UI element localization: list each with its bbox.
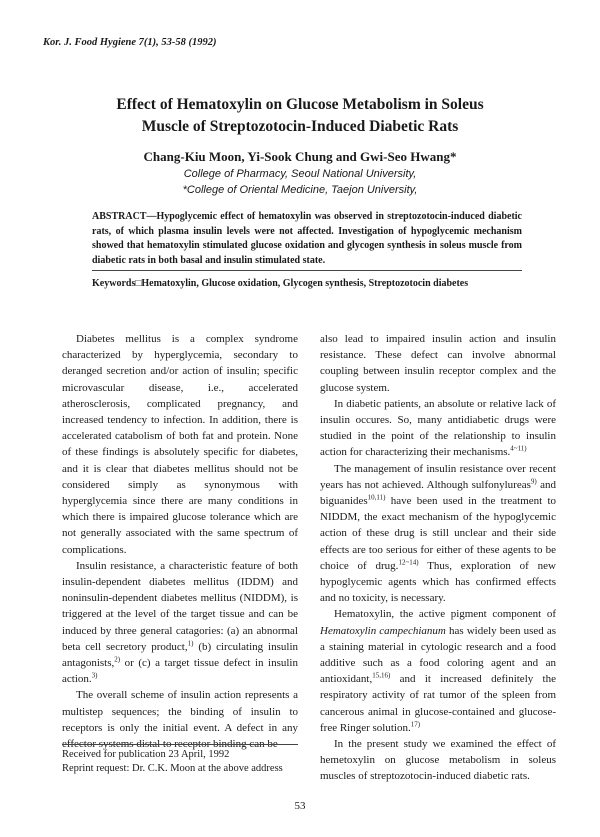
citation: 2) xyxy=(114,655,121,664)
received-date: Received for publication 23 April, 1992 xyxy=(62,749,230,760)
citation: 12~14) xyxy=(398,558,419,567)
citation: 15,16) xyxy=(372,671,391,680)
species-name: Hematoxylin campechianum xyxy=(320,624,446,637)
abstract xyxy=(92,210,522,268)
citation: 10,11) xyxy=(367,493,386,502)
right-column xyxy=(320,331,556,785)
title-line-2: Muscle of Streptozotocin-Induced Diabetic Rats xyxy=(141,118,459,135)
body-paragraph: In diabetic patients, an absolute or relative lack of insulin occures. So, many antidiabetic drugs were studied in the point of the relationship to insulin action for characterizing their mechanisms.$^{4\sim 11)}$ xyxy=(320,397,556,459)
affiliation-1: College of Pharmacy, Seoul National University, xyxy=(183,168,417,180)
abstract-label: ABSTRACT— xyxy=(92,211,157,222)
keywords-label: Keywords□ xyxy=(92,278,142,289)
body-paragraph: The management of insulin resistance over recent years has not achieved. Although sulfonylureas$^{9)}$ and biguanides$^{10,11)}$ have been used in the treatment to NIDDM, the exact mechanism of the hypoglycemic action of these drug is still unclear and their side effects are too serious for either of these agents to be choice of drug.$^{12\sim 14)}$ Thus, exploration of new hypoglycemic agents which has confirmed effects and no toxicity, is necessary. xyxy=(320,462,557,605)
body-paragraph: In the present study we examined the effect of hemetoxylin on glucose metabolism in soleus muscles of streptozotocin-induced diabetic rats. xyxy=(320,738,556,783)
citation: 17) xyxy=(410,720,421,729)
journal-citation: Kor. J. Food Hygiene 7(1), 53-58 (1992) xyxy=(43,37,217,48)
citation: 3) xyxy=(91,671,98,680)
reprint-request: Reprint request: Dr. C.K. Moon at the above address xyxy=(62,763,283,774)
paper-title xyxy=(40,94,560,138)
authors: Chang-Kiu Moon, Yi-Sook Chung and Gwi-Seo Hwang* xyxy=(143,149,457,164)
citation: 1) xyxy=(187,639,194,648)
footnote-divider xyxy=(62,744,298,745)
citation: 4~11) xyxy=(510,444,527,453)
keywords xyxy=(92,278,522,289)
body-paragraph: The overall scheme of insulin action represents a multistep sequences; the binding of insulin to receptors is only the initial event. A defect in any effector systems distal to receptor binding can be xyxy=(62,689,298,751)
abstract-text: Hypoglycemic effect of hematoxylin was observed in streptozotocin-induced diabetic rats, of which plasma insulin levels were not affected. Investigation of hypoglycemic mechanism showed that hematoxylin stimulated glucose oxidation and glycogen synthesis in soleus muscle from diabetic rats in both basal and insulin stimulated state. xyxy=(92,211,522,266)
left-column xyxy=(62,331,298,752)
body-paragraph: also lead to impaired insulin action and insulin resistance. These defect can involve abnormal coupling between insulin receptor complex and the glucose system. xyxy=(320,333,556,394)
footnotes xyxy=(62,748,302,776)
abstract-divider xyxy=(92,270,522,271)
keywords-text: Hematoxylin, Glucose oxidation, Glycogen synthesis, Streptozotocin diabetes xyxy=(141,278,469,289)
page-number: 53 xyxy=(294,800,306,812)
title-line-1: Effect of Hematoxylin on Glucose Metabolism in Soleus xyxy=(116,96,484,113)
body-paragraph: Hematoxylin, the active pigment component of Hematoxylin campechianum has widely been used as a staining material in cytologic research and a food additive such as a food coloring agent and an antioxidant,$^{15,16)}$ and it increased definitely the respiratory activity of rat tumor of the spleen from cancerous animal in glucose-contained and glucose-free Ringer solution.$^{17)}$ xyxy=(320,608,556,734)
affiliation-2: *College of Oriental Medicine, Taejon University, xyxy=(182,184,418,196)
body-paragraph: Insulin resistance, a characteristic feature of both insulin-dependent diabetes mellitus (IDDM) and noninsulin-dependent diabetes mellitus (NIDDM), is triggered at the level of the target tissue and can be induced by three general catagories: (a) an abnormal beta cell secretory product,$^{1)}$ (b) circulating insulin antagonists,$^{2)}$ or (c) a target tissue defect in insulin action.$^{3)}$ xyxy=(62,559,299,686)
body-paragraph: Diabetes mellitus is a complex syndrome characterized by hyperglycemia, secondary to deranged secretion and/or action of insulin; specific microvascular disease, i.e., accelerated atherosclerosis, complicated pregnancy, and increased tendency to infection. In addition, there is accelerated catabolism of both fat and protein. None of these findings is absolutely specific for diabetes, and it is clear that diabetes mellitus should not be considered simply as synonymous with hyperglycemia since there are many conditions in which there is impaired glucose tolerance which are not generally associated with the same spectrum of complications. xyxy=(62,333,298,556)
citation: 9) xyxy=(530,477,537,486)
